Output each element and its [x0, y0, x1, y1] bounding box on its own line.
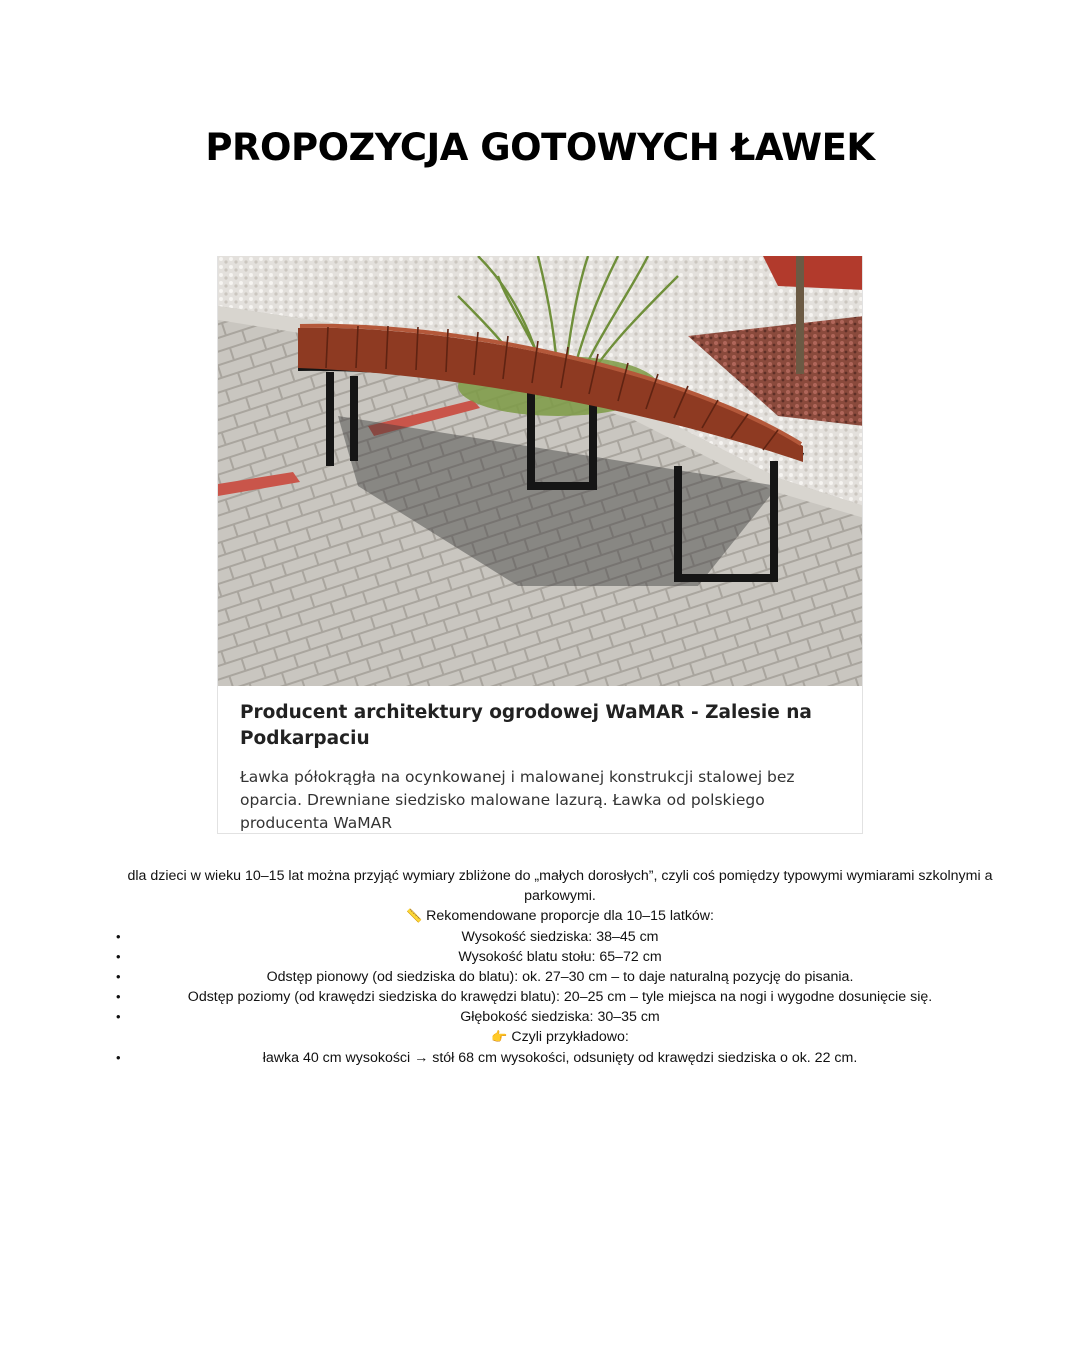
bench-photo: [218, 256, 863, 686]
proportions-heading: Rekomendowane proporcje dla 10–15 latków:: [426, 908, 714, 924]
intro-paragraph: dla dzieci w wieku 10–15 lat można przyjąć wymiary zbliżone do „małych dorosłych”, czyli coś pomiędzy typowymi wymiarami szkolnymi a parkowymi.: [127, 868, 993, 904]
list-item: • Odstęp pionowy (od siedziska do blatu): ok. 27–30 cm – to daje naturalną pozycję do pisania.: [110, 967, 1010, 987]
page-title: PROPOZYCJA GOTOWYCH ŁAWEK: [205, 126, 875, 169]
proportions-list: [110, 927, 1010, 1027]
list-item: • ławka 40 cm wysokości → stół 68 cm wysokości, odsunięty od krawędzi siedziska o ok. 22 cm.: [110, 1048, 1010, 1068]
list-item: • Wysokość siedziska: 38–45 cm: [110, 927, 1010, 947]
example-heading: Czyli przykładowo:: [511, 1029, 629, 1045]
list-item: • Wysokość blatu stołu: 65–72 cm: [110, 947, 1010, 967]
examples-list: [110, 1048, 1010, 1068]
product-card[interactable]: [217, 256, 863, 834]
card-title[interactable]: Producent architektury ogrodowej WaMAR - Zalesie na Podkarpaciu: [240, 702, 812, 749]
list-item: • Głębokość siedziska: 30–35 cm: [110, 1007, 1010, 1027]
ruler-icon: 📏: [405, 909, 423, 924]
proportions-heading-line: [110, 906, 1010, 927]
pointing-hand-icon: 👉: [491, 1030, 508, 1045]
list-item: • Odstęp poziomy (od krawędzi siedziska do krawędzi blatu): 20–25 cm – tyle miejsca na nogi i wygodne dosunięcie się.: [110, 987, 1010, 1007]
example-heading-line: [110, 1027, 1010, 1048]
card-description: Ławka półokrągła na ocynkowanej i malowanej konstrukcji stalowej bez oparcia. Drewniane siedzisko malowane lazurą. Ławka od polskiego producenta WaMAR: [240, 768, 795, 832]
body-text: [110, 866, 1010, 1068]
